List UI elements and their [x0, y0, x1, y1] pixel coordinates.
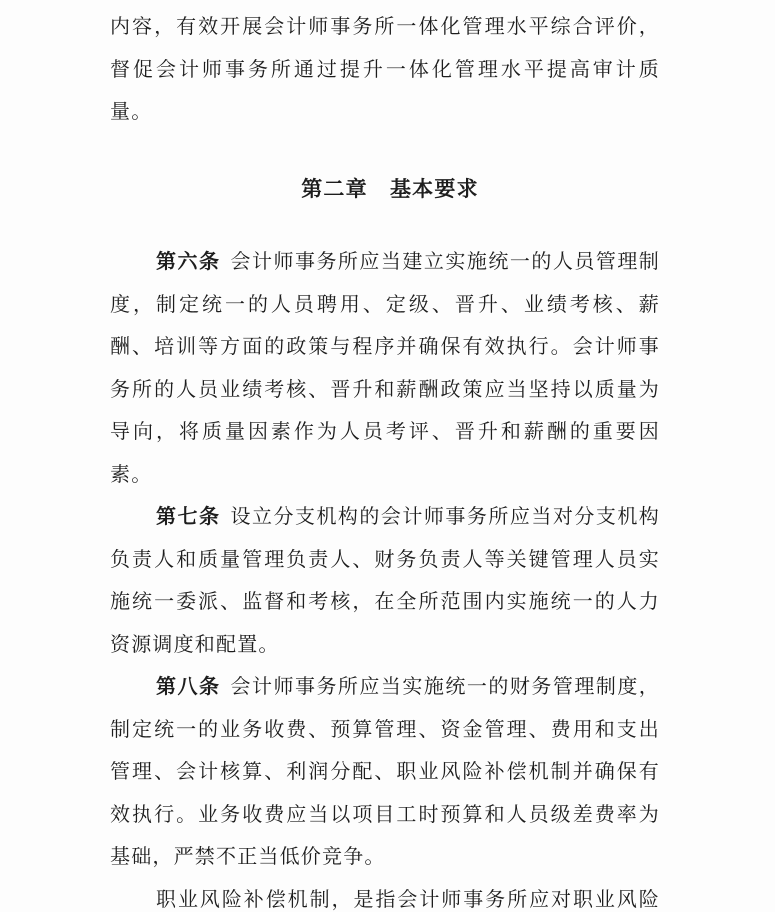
- text-line: 基础，严禁不正当低价竞争。: [110, 846, 386, 868]
- article-text: 设立分支机构的会计师事务所应当对分支机构: [230, 506, 660, 528]
- article-text: 会计师事务所应当实施统一的财务管理制度，: [230, 676, 660, 698]
- text-line: 务所的人员业绩考核、晋升和薪酬政策应当坚持以质量为: [110, 378, 660, 401]
- text-line: 导向，将质量因素作为人员考评、晋升和薪酬的重要因: [110, 421, 660, 443]
- text-line: 督促会计师事务所通过提升一体化管理水平提高审计质: [110, 58, 660, 81]
- paragraph-trailing: [110, 879, 660, 912]
- text-line: 负责人和质量管理负责人、财务负责人等关键管理人员实: [110, 548, 660, 571]
- article-6-paragraph: [110, 241, 660, 496]
- text-line: 管理、会计核算、利润分配、职业风险补偿机制并确保有: [110, 761, 660, 783]
- text-line: 资源调度和配置。: [110, 633, 280, 656]
- text-line: [110, 666, 660, 709]
- chapter-heading: 第二章 基本要求: [301, 177, 479, 201]
- article-text: 会计师事务所应当建立实施统一的人员管理制: [230, 251, 660, 273]
- text-line: 职业风险补偿机制，是指会计师事务所应对职业风险: [156, 888, 660, 911]
- article-7-paragraph: [110, 496, 660, 666]
- text-line: [110, 496, 660, 539]
- text-line: [110, 241, 660, 284]
- text-line: 内容，有效开展会计师事务所一体化管理水平综合评价，: [110, 16, 660, 38]
- text-line: 制定统一的业务收费、预算管理、资金管理、费用和支出: [110, 718, 660, 741]
- text-line: 量。: [110, 101, 153, 123]
- article-number: 第六条: [156, 251, 221, 273]
- text-line: 素。: [110, 463, 153, 486]
- text-line: 施统一委派、监督和考核，在全所范围内实施统一的人力: [110, 591, 660, 613]
- text-line: 效执行。业务收费应当以项目工时预算和人员级差费率为: [110, 803, 660, 826]
- article-number: 第八条: [156, 676, 221, 698]
- paragraph-continued: [110, 6, 660, 134]
- article-8-paragraph: [110, 666, 660, 879]
- text-line: 酬、培训等方面的政策与程序并确保有效执行。会计师事: [110, 336, 660, 358]
- article-number: 第七条: [156, 506, 221, 528]
- text-line: 度，制定统一的人员聘用、定级、晋升、业绩考核、薪: [110, 293, 660, 316]
